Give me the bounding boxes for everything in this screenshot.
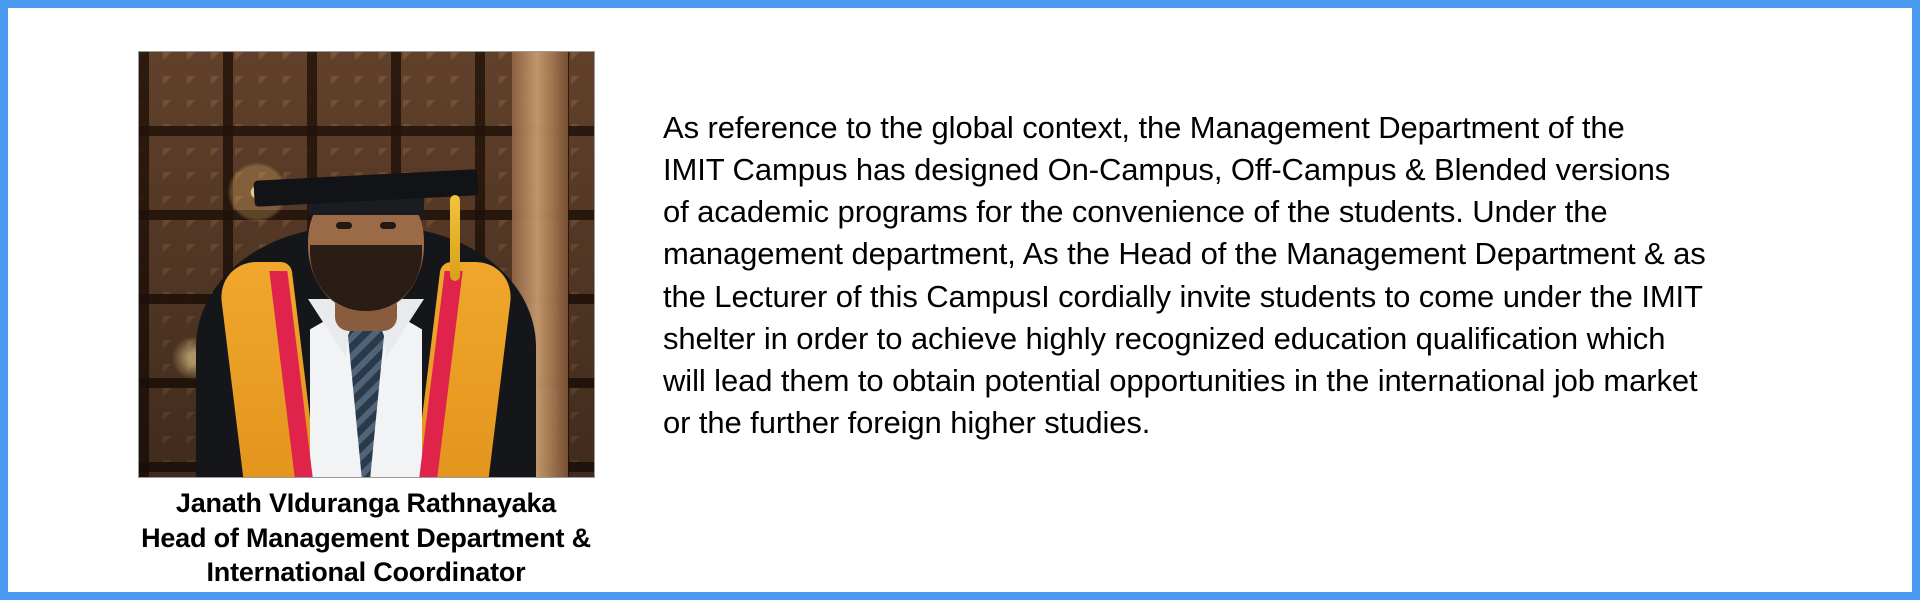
message-line: the Lecturer of this CampusI cordially invite students to come under the IMIT: [663, 278, 1703, 314]
message-line: management department, As the Head of the Management Department & as: [663, 236, 1706, 272]
message-line: will lead them to obtain potential opportunities in the international job market: [663, 362, 1698, 398]
message-line: of academic programs for the convenience of the students. Under the: [663, 194, 1608, 230]
message-body: [663, 107, 1839, 444]
profile-title-line-1: Head of Management Department &: [141, 522, 591, 553]
cap-tassel: [450, 195, 460, 281]
eye-left: [336, 222, 352, 229]
card-inner: [8, 8, 1912, 592]
profile-name: Janath VIduranga Rathnayaka: [175, 488, 557, 518]
profile-block: [131, 51, 601, 590]
profile-title-line-2: International Coordinator: [206, 557, 526, 588]
eye-right: [380, 222, 396, 229]
message-line: IMIT Campus has designed On-Campus, Off-Campus & Blended versions: [663, 152, 1671, 188]
message-text-block: [601, 51, 1879, 444]
message-line: As reference to the global context, the Management Department of the: [663, 110, 1625, 145]
message-line: shelter in order to achieve highly recognized education qualification which: [663, 320, 1666, 356]
message-line: or the further foreign higher studies.: [663, 405, 1151, 441]
profile-caption: [141, 486, 591, 590]
profile-photo: [138, 51, 595, 478]
photo-subject: [196, 177, 536, 477]
